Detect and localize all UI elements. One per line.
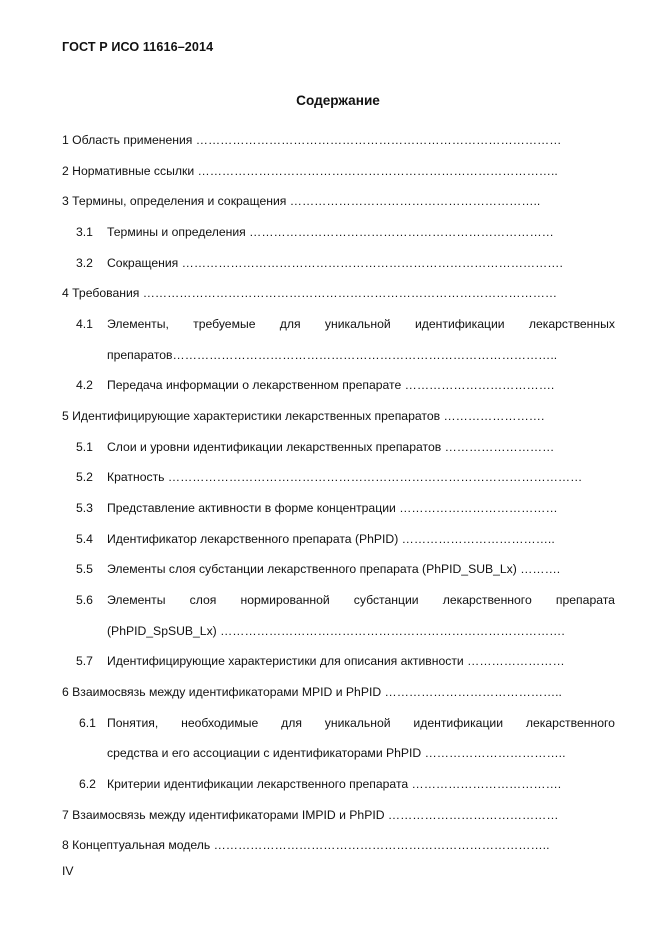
toc-number-5-5: 5.5 <box>76 562 93 576</box>
toc-entry-6-2[interactable]: Критерии идентификации лекарственного препарата ………………………………. <box>107 777 562 791</box>
toc-number-5-1: 5.1 <box>76 440 93 454</box>
word: лекарственного <box>525 716 615 730</box>
toc-entry-4-1-line1[interactable] <box>107 315 615 333</box>
toc-entry-8[interactable]: 8 Концептуальная модель ……………………………………………………………………….. <box>62 838 550 852</box>
toc-entry-4[interactable]: 4 Требования ………………………………………………………………………………………… <box>62 286 558 300</box>
toc-number-6-1: 6.1 <box>79 716 96 730</box>
word: необходимые <box>181 716 259 730</box>
toc-number-5-7: 5.7 <box>76 654 93 668</box>
word: слоя <box>189 593 217 607</box>
word: Элементы, <box>107 317 169 331</box>
word: для <box>279 317 301 331</box>
toc-entry-5-3[interactable]: Представление активности в форме концентрации ………………………………… <box>107 501 558 515</box>
toc-number-4-2: 4.2 <box>76 378 93 392</box>
toc-number-5-2: 5.2 <box>76 470 93 484</box>
toc-entry-7[interactable]: 7 Взаимосвязь между идентификаторами IMPID и PhPID …………………………………… <box>62 808 559 822</box>
word: Понятия, <box>107 716 159 730</box>
toc-entry-5-5[interactable]: Элементы слоя субстанции лекарственного препарата (PhPID_SUB_Lx) ………. <box>107 562 561 576</box>
toc-entry-3[interactable]: 3 Термины, определения и сокращения …………………………………………………….. <box>62 194 541 208</box>
word: лекарственного <box>442 593 532 607</box>
toc-number-3-1: 3.1 <box>76 225 93 239</box>
toc-number-5-4: 5.4 <box>76 532 93 546</box>
toc-entry-4-2[interactable]: Передача информации о лекарственном препарате ………………………………. <box>107 378 555 392</box>
toc-number-3-2: 3.2 <box>76 256 93 270</box>
toc-number-5-3: 5.3 <box>76 501 93 515</box>
toc-number-4-1: 4.1 <box>76 317 93 331</box>
word: препарата <box>555 593 615 607</box>
word: идентификации <box>413 716 504 730</box>
toc-entry-6-1-line1[interactable] <box>107 714 615 732</box>
word: Элементы <box>107 593 166 607</box>
toc-entry-2[interactable]: 2 Нормативные ссылки …………………………………………………………………………….. <box>62 164 558 178</box>
toc-entry-5-6-line2[interactable]: (PhPID_SpSUB_Lx) …………………………………………………………………………. <box>107 624 565 638</box>
toc-entry-3-2[interactable]: Сокращения …………………………………………………………………………………. <box>107 256 563 270</box>
toc-entry-5[interactable]: 5 Идентифицирующие характеристики лекарственных препаратов ……………………. <box>62 409 545 423</box>
toc-entry-5-1[interactable]: Слои и уровни идентификации лекарственных препаратов ……………………… <box>107 440 555 454</box>
word: уникальной <box>324 716 391 730</box>
toc-entry-5-2[interactable]: Кратность ………………………………………………………………………………………… <box>107 470 583 484</box>
word: субстанции <box>353 593 419 607</box>
toc-entry-5-6-line1[interactable] <box>107 591 615 609</box>
word: лекарственных <box>528 317 615 331</box>
toc-entry-4-1-line2[interactable]: препаратов………………………………………………………………………………….. <box>107 348 558 362</box>
toc-entry-6[interactable]: 6 Взаимосвязь между идентификаторами MPID и PhPID …………………………………….. <box>62 685 562 699</box>
toc-title: Содержание <box>296 93 380 108</box>
document-header: ГОСТ Р ИСО 11616–2014 <box>62 40 214 54</box>
page-number: IV <box>62 864 74 878</box>
toc-entry-3-1[interactable]: Термины и определения ………………………………………………………………… <box>107 225 554 239</box>
word: для <box>281 716 302 730</box>
word: уникальной <box>324 317 391 331</box>
toc-entry-1[interactable]: 1 Область применения ……………………………………………………………………………… <box>62 133 562 147</box>
toc-entry-5-7[interactable]: Идентифицирующие характеристики для описания активности …………………… <box>107 654 565 668</box>
word: нормированной <box>240 593 330 607</box>
toc-entry-5-4[interactable]: Идентификатор лекарственного препарата (PhPID) ……………………………….. <box>107 532 555 546</box>
word: требуемые <box>193 317 256 331</box>
toc-number-6-2: 6.2 <box>79 777 96 791</box>
toc-entry-6-1-line2[interactable]: средства и его ассоциации с идентификаторами PhPID …………………………….. <box>107 746 566 760</box>
word: идентификации <box>414 317 505 331</box>
toc-number-5-6: 5.6 <box>76 593 93 607</box>
